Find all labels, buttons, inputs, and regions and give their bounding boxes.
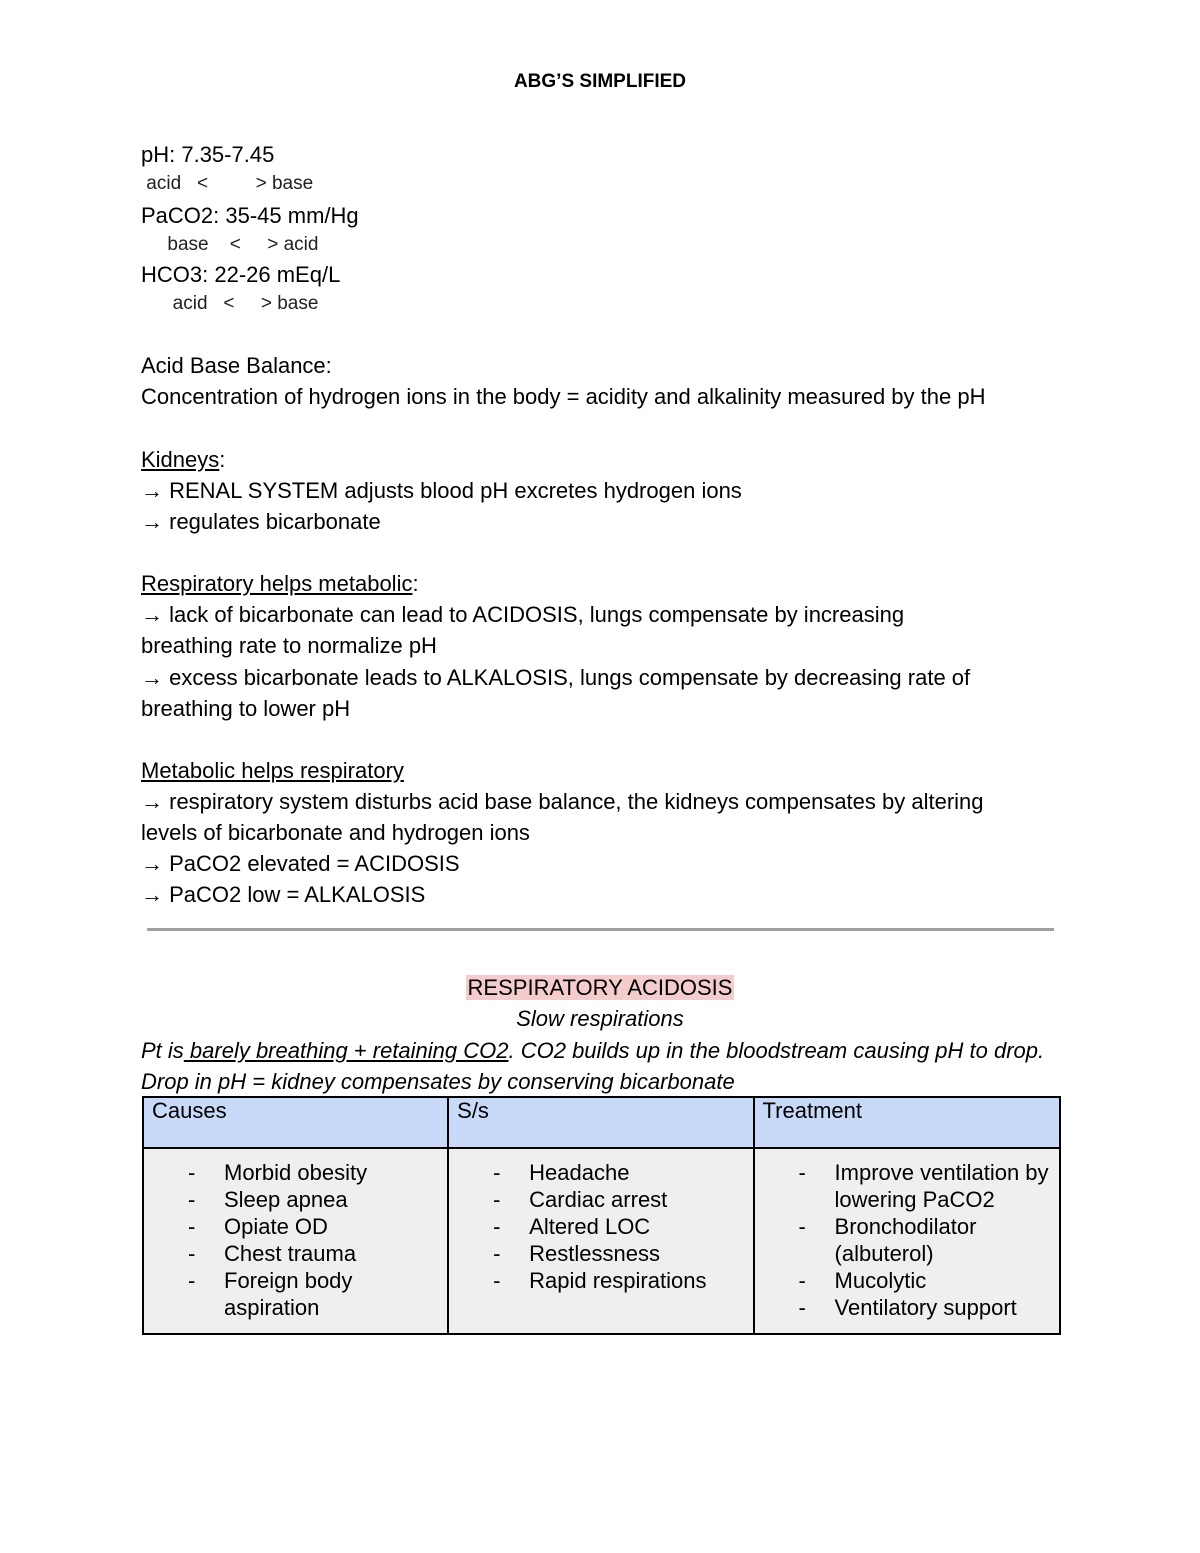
resp-helps-heading-text: Respiratory helps metabolic [141,571,413,596]
kidneys-line: → regulates bicarbonate [141,509,381,534]
list-item: - Improve ventilation by lowering PaCO2 [763,1159,1051,1213]
causes-cell [143,1148,448,1334]
list-item: - Sleep apnea [152,1186,439,1213]
list-item: - Headache [457,1159,744,1186]
list-item: - Morbid obesity [152,1159,439,1186]
resp-helps-heading [141,571,419,597]
meta-helps-line: → PaCO2 elevated = ACIDOSIS [141,851,460,876]
desc-rest: . CO2 builds up in the bloodstream causing pH to drop. Drop in pH = kidney compensates by conserving bicarbonate [141,1038,1045,1094]
resp-helps-line: breathing rate to normalize pH [141,633,437,658]
kidneys-heading-colon: : [219,447,226,472]
horizontal-divider [147,928,1054,931]
resp-helps-heading-colon: : [412,571,419,596]
desc-prefix: Pt is [141,1038,184,1063]
kidneys-heading-text: Kidneys [141,447,220,472]
list-item: - Cardiac arrest [457,1186,744,1213]
treatment-list [763,1159,1051,1321]
document-title: ABG’S SIMPLIFIED [513,71,687,92]
resp-helps-line: → excess bicarbonate leads to ALKALOSIS, lungs compensate by decreasing rate of [141,665,971,690]
acid-base-heading: Acid Base Balance: [141,353,332,378]
resp-acidosis-table [142,1096,1061,1335]
header-causes: Causes [143,1097,448,1148]
header-signs: S/s [448,1097,753,1148]
header-treatment: Treatment [754,1097,1060,1148]
list-item: - Rapid respirations [457,1267,744,1294]
ph-range: pH: 7.35-7.45 [141,142,275,167]
list-item: - Opiate OD [152,1213,439,1240]
meta-helps-heading: Metabolic helps respiratory [141,758,404,783]
resp-helps-line: → lack of bicarbonate can lead to ACIDOSIS, lungs compensate by increasing [141,602,905,627]
kidneys-heading [141,447,225,473]
paco2-range: PaCO2: 35-45 mm/Hg [141,203,359,228]
resp-acidosis-heading-row [0,975,1200,1001]
causes-list [152,1159,439,1321]
signs-cell [448,1148,753,1334]
list-item: - Chest trauma [152,1240,439,1267]
signs-list [457,1159,744,1294]
treatment-cell [754,1148,1060,1334]
list-item: - Restlessness [457,1240,744,1267]
hco3-scale: acid < > base [141,293,319,314]
ph-scale: acid < > base [141,173,314,194]
meta-helps-line: levels of bicarbonate and hydrogen ions [141,820,530,845]
table-header-row [143,1097,1060,1148]
resp-helps-line: breathing to lower pH [141,696,351,721]
list-item: - Bronchodilator (albuterol) [763,1213,1051,1267]
resp-acidosis-description [141,1035,1061,1097]
acid-base-text: Concentration of hydrogen ions in the body = acidity and alkalinity measured by the pH [141,384,986,409]
resp-acidosis-subheading: Slow respirations [516,1006,684,1031]
list-item: - Ventilatory support [763,1294,1051,1321]
list-item: - Altered LOC [457,1213,744,1240]
list-item: - Mucolytic [763,1267,1051,1294]
list-item: - Foreign body aspiration [152,1267,439,1321]
desc-underlined: barely breathing + retaining CO2 [183,1038,509,1063]
meta-helps-line: → respiratory system disturbs acid base balance, the kidneys compensates by altering [141,789,984,814]
resp-acidosis-heading: RESPIRATORY ACIDOSIS [467,975,733,1000]
kidneys-line: → RENAL SYSTEM adjusts blood pH excretes hydrogen ions [141,478,742,503]
meta-helps-line: → PaCO2 low = ALKALOSIS [141,882,426,907]
table-row [143,1148,1060,1334]
paco2-scale: base < > acid [141,234,319,255]
hco3-range: HCO3: 22-26 mEq/L [141,262,341,287]
